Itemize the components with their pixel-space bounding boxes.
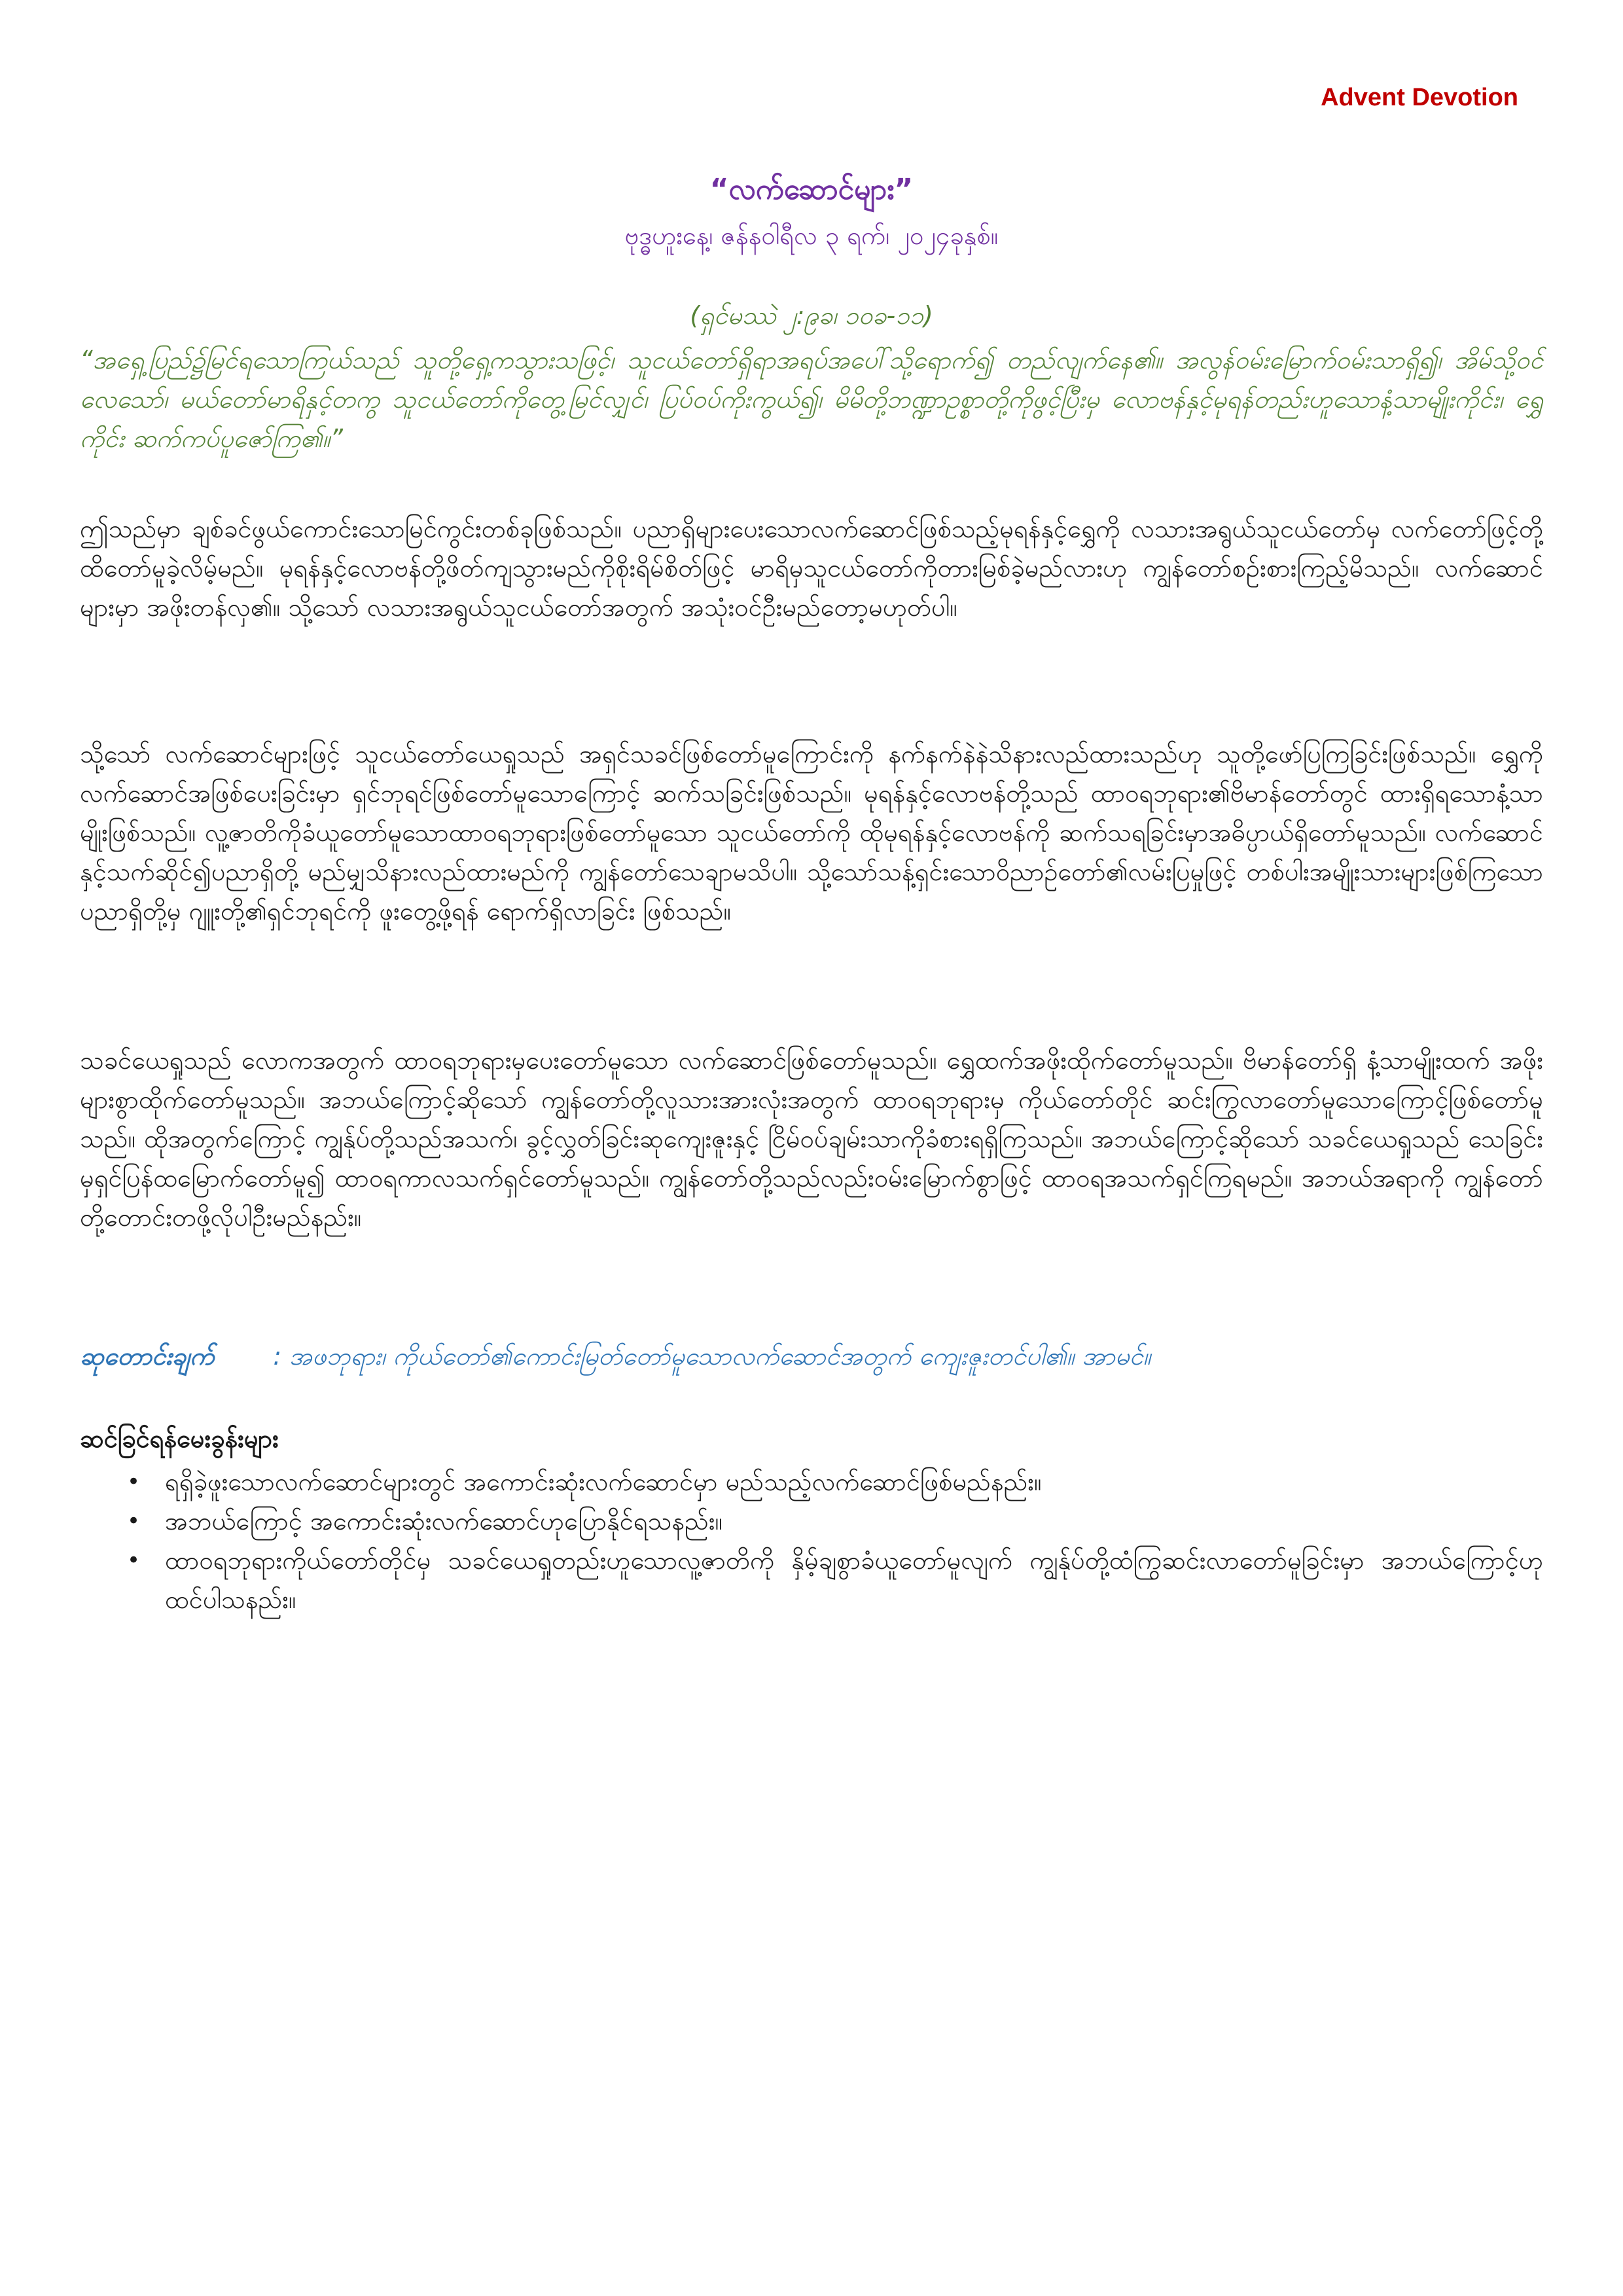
bullet-icon: • — [127, 1547, 141, 1573]
bullet-icon: • — [127, 1469, 141, 1495]
prayer — [80, 1336, 1543, 1376]
list-item — [80, 1501, 1543, 1541]
questions-heading: ဆင်ခြင်ရန်မေးခွန်းများ — [80, 1424, 279, 1453]
list-item — [80, 1541, 1543, 1619]
questions-list — [80, 1462, 1543, 1619]
date-line: ဗုဒ္ဓဟူးနေ့၊ ဇန်နဝါရီလ ၃ ရက်၊ ၂၀၂၄ခုနှစ်။ — [624, 221, 999, 250]
scripture-reference: (ရှင်မဿဲ ၂:၉ခ၊ ၁၀ခ-၁၁) — [690, 301, 933, 330]
question-text: ထာဝရဘုရားကိုယ်တော်တိုင်မှ သခင်ယေရှုတည်းဟူသောလူ့ဇာတိကို နှိမ့်ချစွာခံယူတော်မူလျက် ကျွန်ုပ်တို့ထံကြွဆင်းလာတော်မူခြင်းမှာ အဘယ်ကြောင့်ဟုထင်ပါသနည်း။ — [165, 1546, 1543, 1614]
paragraph-2: သို့သော် လက်ဆောင်များဖြင့် သူငယ်တော်ယေရှုသည် အရှင်သခင်ဖြစ်တော်မူကြောင်းကို နက်နက်နဲနဲသိနားလည်ထားသည်ဟု သူတို့ဖော်ပြကြခြင်းဖြစ်သည်။ ရွှေကိုလက်ဆောင်အဖြစ်ပေးခြင်းမှာ ရှင်ဘုရင်ဖြစ်တော်မူသောကြောင့် ဆက်သခြင်းဖြစ်သည်။ မုရန်နှင့်လောဗန်တို့သည် ထာဝရဘုရား၏ဗိမာန်တော်တွင် ထားရှိရသောနံ့သာမျိုးဖြစ်သည်။ လူ့ဇာတိကိုခံယူတော်မူသောထာဝရဘုရားဖြစ်တော်မူသော သူငယ်တော်ကို ထိုမုရန်နှင့်လောဗန်ကို ဆက်သရခြင်းမှာအဓိပ္ပာယ်ရှိတော်မူသည်။ လက်ဆောင်နှင့်သက်ဆိုင်၍ပညာရှိတို့ မည်မျှသိနားလည်ထားမည်ကို ကျွန်တော်သေချာမသိပါ။ သို့သော်သန့်ရှင်းသောဝိညာဉ်တော်၏လမ်းပြမှုဖြင့် တစ်ပါးအမျိုးသားများဖြစ်ကြသောပညာရှိတို့မှ ဂျူးတို့၏ရှင်ဘုရင်ကို ဖူးတွေ့ဖို့ရန် ရောက်ရှိလာခြင်း ဖြစ်သည်။ — [80, 740, 1543, 925]
page-title: “လက်ဆောင်များ” — [709, 173, 914, 206]
header-tag: Advent Devotion — [1321, 84, 1518, 111]
paragraph-1: ဤသည်မှာ ချစ်ခင်ဖွယ်ကောင်းသောမြင်ကွင်းတစ်ခုဖြစ်သည်။ ပညာရှိများပေးသောလက်ဆောင်ဖြစ်သည့်မုရန်နှင့်ရွှေကို လသားအရွယ်သူငယ်တော်မှ လက်တော်ဖြင့်တို့ထိတော်မူခဲ့လိမ့်မည်။ မုရန်နှင့်လောဗန်တို့ဖိတ်ကျသွားမည်ကိုစိုးရိမ်စိတ်ဖြင့် မာရိမှသူငယ်တော်ကိုတားမြစ်ခဲ့မည်လားဟု ကျွန်တော်စဉ်းစားကြည့်မိသည်။ လက်ဆောင်များမှာ အဖိုးတန်လှ၏။ သို့သော် လသားအရွယ်သူငယ်တော်အတွက် အသုံးဝင်ဦးမည်တော့မဟုတ်ပါ။ — [80, 514, 1543, 622]
bullet-icon: • — [127, 1508, 141, 1534]
prayer-text: : အဖဘုရား၊ ကိုယ်တော်၏ကောင်းမြတ်တော်မူသောလက်ဆောင်အတွက် ကျေးဇူးတင်ပါ၏။ အာမင်။ — [273, 1342, 1151, 1371]
question-text: ရရှိခဲ့ဖူးသောလက်ဆောင်များတွင် အကောင်းဆုံးလက်ဆောင်မှာ မည်သည့်လက်ဆောင်ဖြစ်မည်နည်း။ — [165, 1467, 1042, 1496]
list-item — [80, 1462, 1543, 1501]
prayer-label: ဆုတောင်းချက် — [80, 1342, 215, 1371]
scripture-text: “အရှေ့ပြည်၌မြင်ရသောကြယ်သည် သူတို့ရှေ့ကသွားသဖြင့်၊ သူငယ်တော်ရှိရာအရပ်အပေါ်သို့ရောက်၍ တည်လျက်နေ၏။ အလွန်ဝမ်းမြောက်ဝမ်းသာရှိ၍၊ အိမ်သို့ဝင်လေသော်၊ မယ်တော်မာရိနှင့်တကွ သူငယ်တော်ကိုတွေ့မြင်လျှင်၊ ပြပ်ဝပ်ကိုးကွယ်၍၊ မိမိတို့ဘဏ္ဍာဥစ္စာတို့ကိုဖွင့်ပြီးမှ လောဗန်နှင့်မုရန်တည်းဟူသောနံ့သာမျိုးကိုင်း၊ ရွှေကိုင်း ဆက်ကပ်ပူဇော်ကြ၏။” — [80, 346, 1543, 453]
paragraph-3: သခင်ယေရှုသည် လောကအတွက် ထာဝရဘုရားမှပေးတော်မူသော လက်ဆောင်ဖြစ်တော်မူသည်။ ရွှေထက်အဖိုးထိုက်တော်မူသည်။ ဗိမာန်တော်ရှိ နံ့သာမျိုးထက် အဖိုးများစွာထိုက်တော်မူသည်။ အဘယ်ကြောင့်ဆိုသော် ကျွန်တော်တို့လူသားအားလုံးအတွက် ထာဝရဘုရားမှ ကိုယ်တော်တိုင် ဆင်းကြွလာတော်မူသောကြောင့်ဖြစ်တော်မူသည်။ ထိုအတွက်ကြောင့် ကျွန်ုပ်တို့သည်အသက်၊ ခွင့်လွှတ်ခြင်းဆုကျေးဇူးနှင့် ငြိမ်ဝပ်ချမ်းသာကိုခံစားရရှိကြသည်။ အဘယ်ကြောင့်ဆိုသော် သခင်ယေရှုသည် သေခြင်းမှရှင်ပြန်ထမြောက်တော်မူ၍ ထာဝရကာလသက်ရှင်တော်မူသည်။ ကျွန်တော်တို့သည်လည်းဝမ်းမြောက်စွာဖြင့် ထာဝရအသက်ရှင်ကြရမည်။ အဘယ်အရာကို ကျွန်တော်တို့တောင်းတဖို့လိုပါဦးမည်နည်း။ — [80, 1046, 1543, 1232]
question-text: အဘယ်ကြောင့် အကောင်းဆုံးလက်ဆောင်ဟုပြောနိုင်ရသနည်း။ — [165, 1507, 722, 1535]
